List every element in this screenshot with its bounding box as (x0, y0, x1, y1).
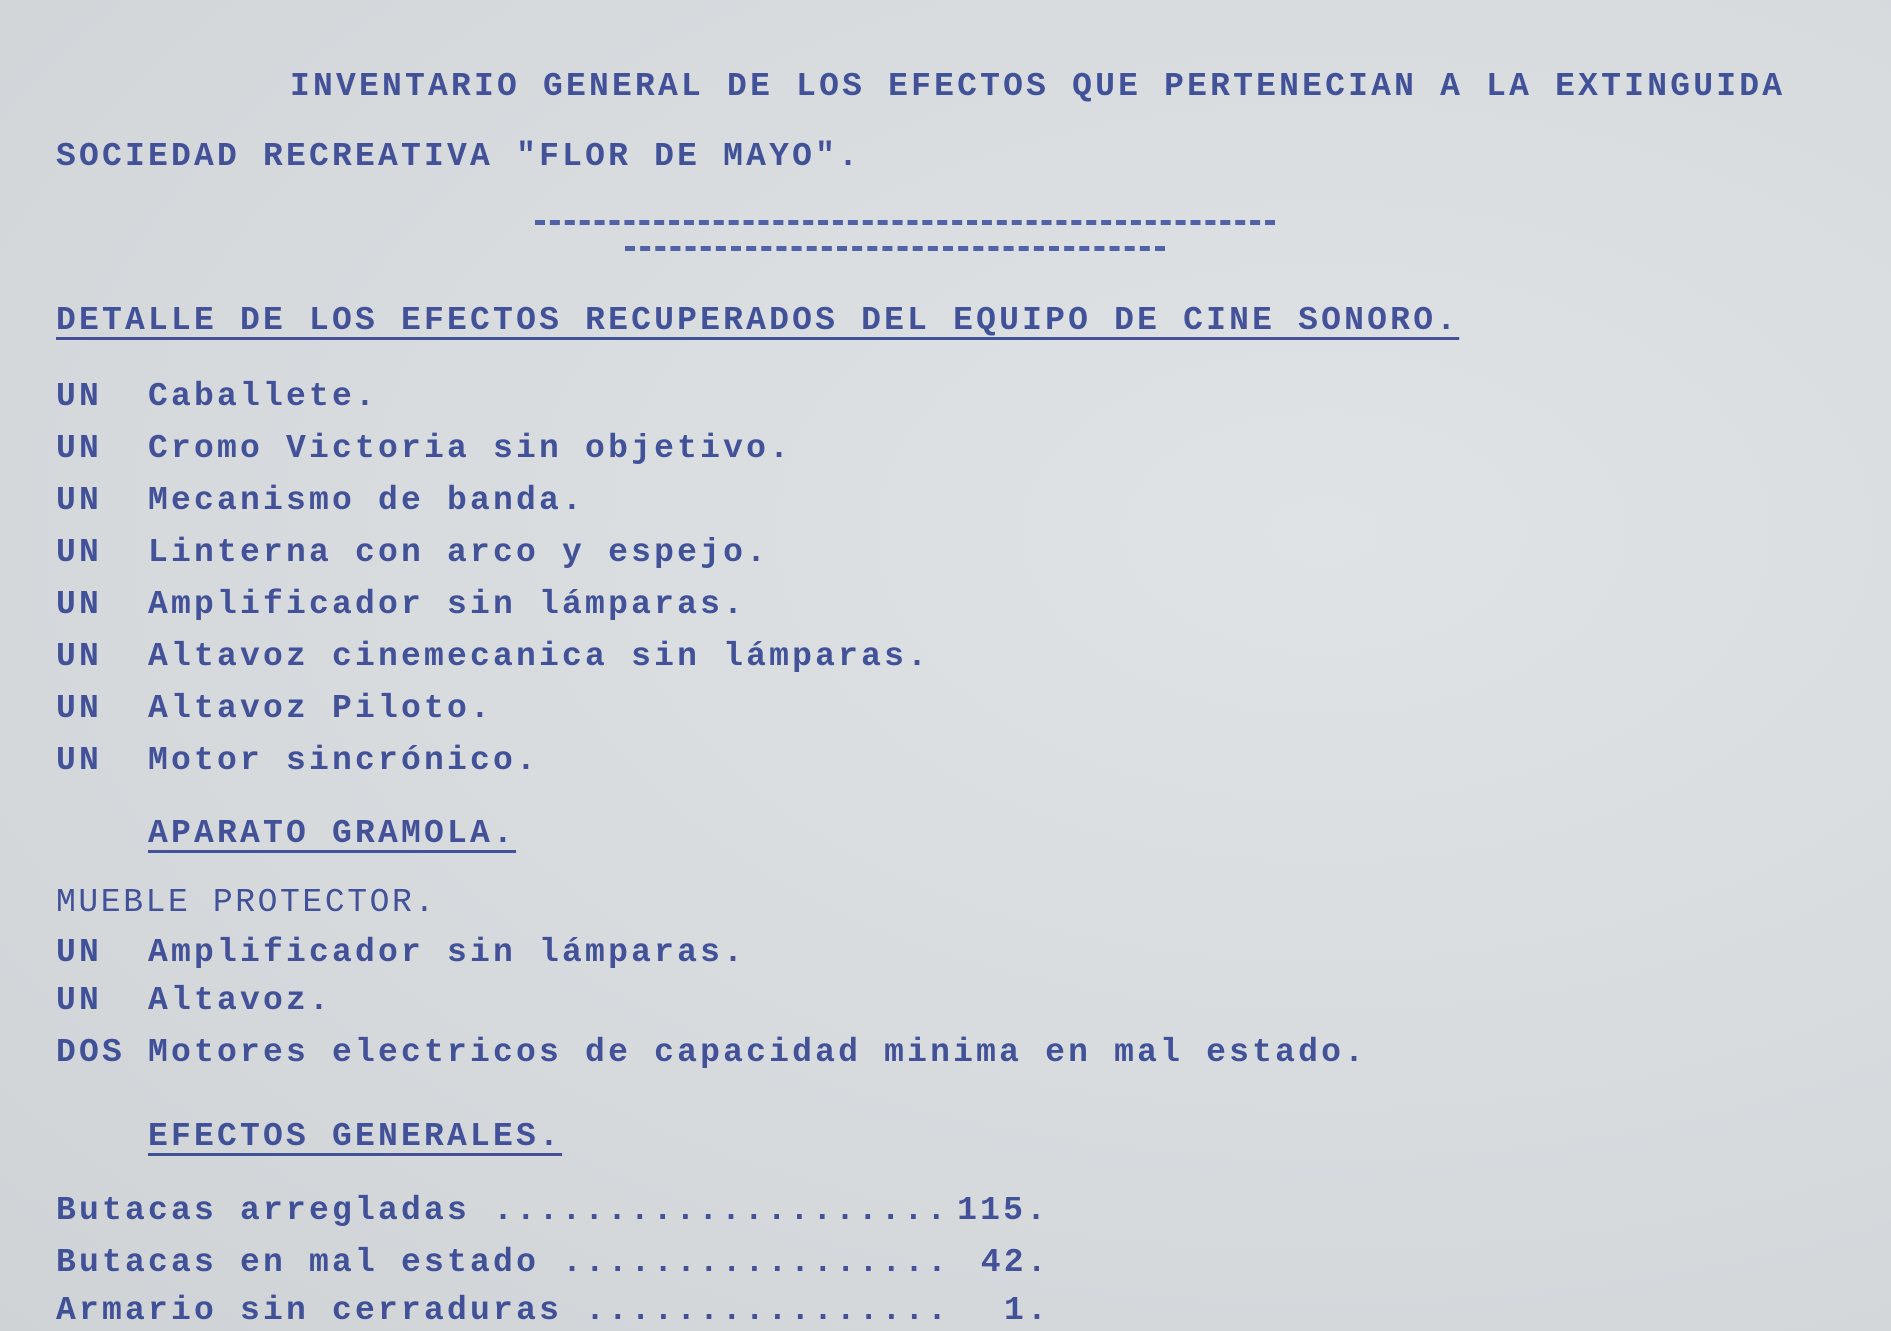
list-item (56, 378, 378, 415)
item-desc: Altavoz Piloto. (148, 690, 494, 727)
item-qty: DOS (56, 1034, 126, 1071)
item-desc: Linterna con arco y espejo. (148, 534, 770, 571)
separator-rule-1 (535, 220, 1275, 225)
list-item (56, 638, 930, 675)
item-value: 1. (1003, 1292, 1050, 1329)
list-item (56, 482, 585, 519)
item-desc: Altavoz cinemecanica sin lámparas. (148, 638, 931, 675)
item-qty: UN (56, 430, 103, 467)
list-item (56, 430, 792, 467)
section-heading-generales: EFECTOS GENERALES. (148, 1118, 563, 1155)
item-qty: UN (56, 482, 103, 519)
item-dots: ................. (562, 1244, 950, 1281)
item-qty: UN (56, 934, 103, 971)
list-item (56, 534, 769, 571)
item-qty: UN (56, 638, 103, 675)
title-line-2: SOCIEDAD RECREATIVA "FLOR DE MAYO". (56, 138, 862, 175)
list-item: MUEBLE PROTECTOR. (56, 884, 437, 921)
list-item (56, 690, 493, 727)
item-desc: Motor sincrónico. (148, 742, 540, 779)
item-dots: .................... (493, 1192, 950, 1229)
item-qty: UN (56, 378, 103, 415)
item-qty: UN (56, 742, 103, 779)
item-qty: UN (56, 982, 103, 1019)
separator-rule-2 (625, 246, 1165, 251)
section-heading-cine: DETALLE DE LOS EFECTOS RECUPERADOS DEL EQUIPO DE CINE SONORO. (56, 302, 1460, 339)
item-desc: Mecanismo de banda. (148, 482, 586, 519)
list-item (56, 742, 539, 779)
item-desc: Caballete. (148, 378, 379, 415)
list-item (56, 1292, 1050, 1329)
item-desc: Cromo Victoria sin objetivo. (148, 430, 793, 467)
list-item (56, 934, 746, 971)
item-qty: UN (56, 586, 103, 623)
item-value: 42. (980, 1244, 1050, 1281)
item-value: 115. (957, 1192, 1050, 1229)
item-qty: UN (56, 534, 103, 571)
item-desc: Butacas arregladas (56, 1192, 471, 1229)
item-dots: ................ (585, 1292, 950, 1329)
list-item (56, 1034, 1367, 1071)
list-item (56, 1244, 1050, 1281)
item-desc: Butacas en mal estado (56, 1244, 540, 1281)
item-desc: Armario sin cerraduras (56, 1292, 563, 1329)
title-line-1: INVENTARIO GENERAL DE LOS EFECTOS QUE PERTENECIAN A LA EXTINGUIDA (290, 68, 1786, 105)
item-qty: UN (56, 690, 103, 727)
list-item (56, 1192, 1049, 1229)
item-desc: Motores electricos de capacidad minima en mal estado. (148, 1034, 1368, 1071)
item-desc: Amplificador sin lámparas. (148, 934, 747, 971)
list-item (56, 982, 332, 1019)
section-heading-gramola: APARATO GRAMOLA. (148, 815, 517, 852)
item-desc: Amplificador sin lámparas. (148, 586, 747, 623)
item-desc: Altavoz. (148, 982, 333, 1019)
list-item (56, 586, 746, 623)
